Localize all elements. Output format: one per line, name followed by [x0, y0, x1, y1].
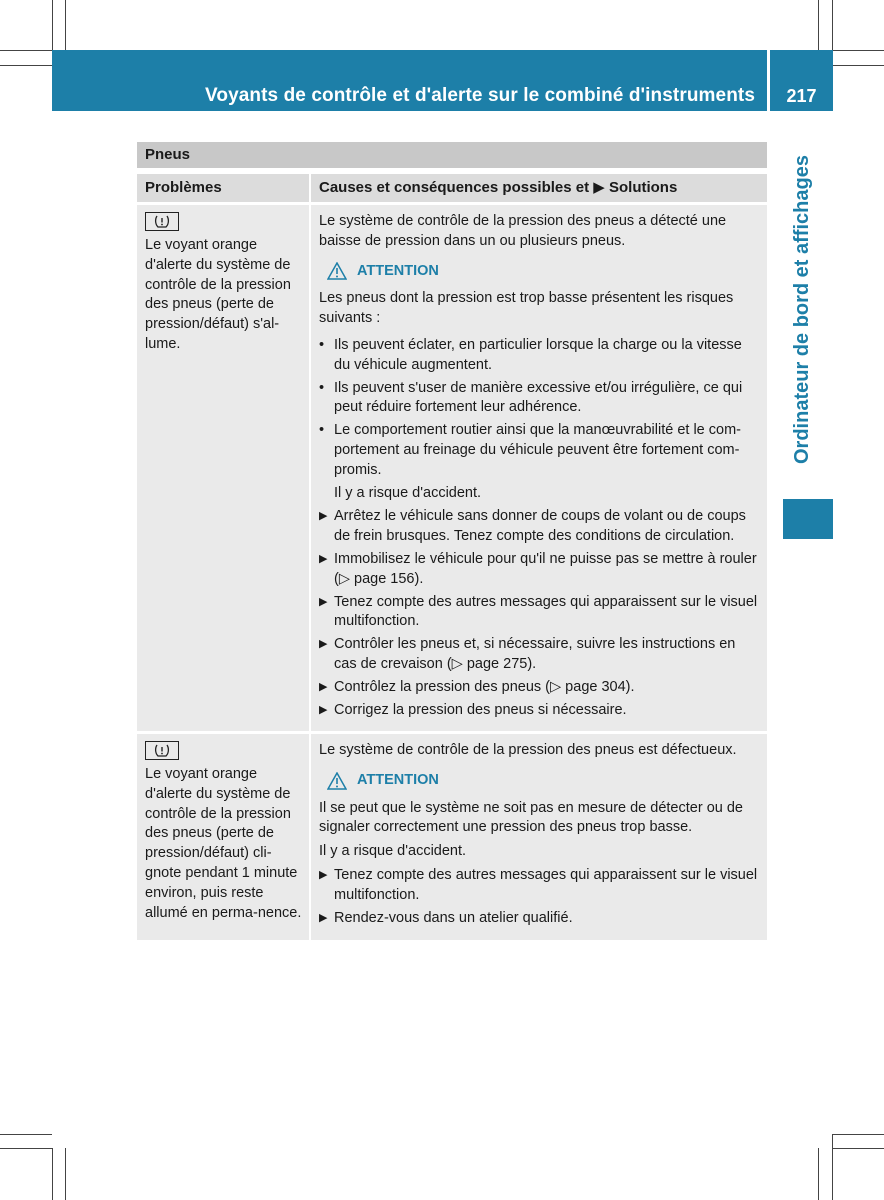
crop-mark: [818, 1148, 819, 1200]
solution-step: ▶ Rendez-vous dans un atelier qualifié.: [319, 909, 573, 926]
crop-mark: [833, 1134, 884, 1135]
risk-text: Il y a risque d'accident.: [319, 843, 467, 860]
crop-mark: [0, 1148, 52, 1149]
table-header-row: [137, 174, 767, 202]
tire-pressure-warning-icon: [145, 741, 179, 760]
tire-pressure-warning-icon: [145, 212, 179, 231]
crop-mark: [65, 0, 66, 50]
solution-step: ▶ Immobilisez le véhicule pour qu'il ne puisse pas se mettre à rouler (▷ page 156).: [319, 550, 757, 587]
solution-step: ▶ Arrêtez le véhicule sans donner de coups de volant ou de coups de frein brusques. Tenez compte des conditions de circulation.: [319, 508, 746, 545]
header-bar: [52, 50, 767, 111]
crop-mark: [65, 1148, 66, 1200]
crop-mark: [0, 65, 52, 66]
risk-bullet: • Ils peuvent s'user de manière excessive et/ou irrégulière, ce qui peut réduire fortement leur adhérence.: [319, 379, 743, 416]
problem-text: Le voyant orange d'alerte du système de contrôle de la pression des pneus (perte de pression/défaut) s'al-lume.: [145, 237, 291, 352]
solution-step: ▶ Corrigez la pression des pneus si nécessaire.: [319, 701, 627, 718]
crop-mark: [52, 0, 53, 50]
crop-mark: [833, 1148, 884, 1149]
page-number: 217: [786, 86, 817, 106]
attention-heading: [327, 262, 761, 282]
solutions-header: Causes et conséquences possibles et ▶ Solutions: [309, 174, 767, 202]
section-title: Pneus: [137, 142, 767, 168]
solution-cell: [309, 205, 767, 731]
page-number-box: [770, 50, 833, 111]
side-tab-label: Ordinateur de bord et affichages: [791, 155, 813, 464]
crop-mark: [0, 1134, 52, 1135]
problem-cell: [137, 205, 309, 731]
warning-triangle-icon: [327, 772, 347, 790]
crop-mark: [832, 1134, 833, 1200]
table-row: [137, 205, 767, 731]
crop-mark: [832, 0, 833, 50]
crop-mark: [833, 65, 884, 66]
problem-cell: [137, 734, 309, 940]
solution-cell: [309, 734, 767, 940]
crop-mark: [833, 50, 884, 51]
cause-text: Le système de contrôle de la pression des pneus a détecté une baisse de pression dans un ou plusieurs pneus.: [319, 213, 727, 249]
table-row: [137, 734, 767, 940]
solution-step: ▶ Tenez compte des autres messages qui apparaissent sur le visuel multifonction.: [319, 593, 758, 630]
solution-step: ▶ Tenez compte des autres messages qui apparaissent sur le visuel multifonction.: [319, 866, 758, 903]
warning-text: Il se peut que le système ne soit pas en mesure de détecter ou de signaler correctement une pression des pneus trop basse.: [319, 799, 743, 836]
risk-bullet: • Ils peuvent éclater, en particulier lorsque la charge ou la vitesse du véhicule augmentent.: [319, 336, 742, 373]
problems-header: Problèmes: [145, 179, 222, 196]
risk-text: Il y a risque d'accident.: [334, 484, 482, 501]
problem-text: Le voyant orange d'alerte du système de contrôle de la pression des pneus (perte de pression/défaut) cli-gnote pendant 1 minute environ, puis reste allumé en perma-nence.: [145, 766, 302, 921]
solution-step: ▶ Contrôler les pneus et, si nécessaire, suivre les instructions en cas de crevaison (▷ page 275).: [319, 636, 736, 672]
attention-label: ATTENTION: [357, 262, 439, 279]
side-tab-marker: [783, 499, 833, 539]
crop-mark: [52, 1148, 53, 1200]
page-title: Voyants de contrôle et d'alerte sur le combiné d'instruments: [205, 85, 755, 106]
solution-step: ▶ Contrôlez la pression des pneus (▷ page 304).: [319, 678, 635, 695]
risk-bullet: • Le comportement routier ainsi que la manœuvrabilité et le com-portement au freinage du véhicule peuvent être fortement com-promis.: [319, 422, 741, 478]
crop-mark: [818, 0, 819, 50]
tires-table: [137, 142, 767, 940]
cause-text: Le système de contrôle de la pression des pneus est défectueux.: [319, 742, 737, 758]
warning-text: Les pneus dont la pression est trop basse présentent les risques suivants :: [319, 290, 734, 327]
warning-triangle-icon: [327, 262, 347, 280]
attention-heading: [327, 771, 761, 791]
crop-mark: [0, 50, 52, 51]
attention-label: ATTENTION: [357, 771, 439, 788]
